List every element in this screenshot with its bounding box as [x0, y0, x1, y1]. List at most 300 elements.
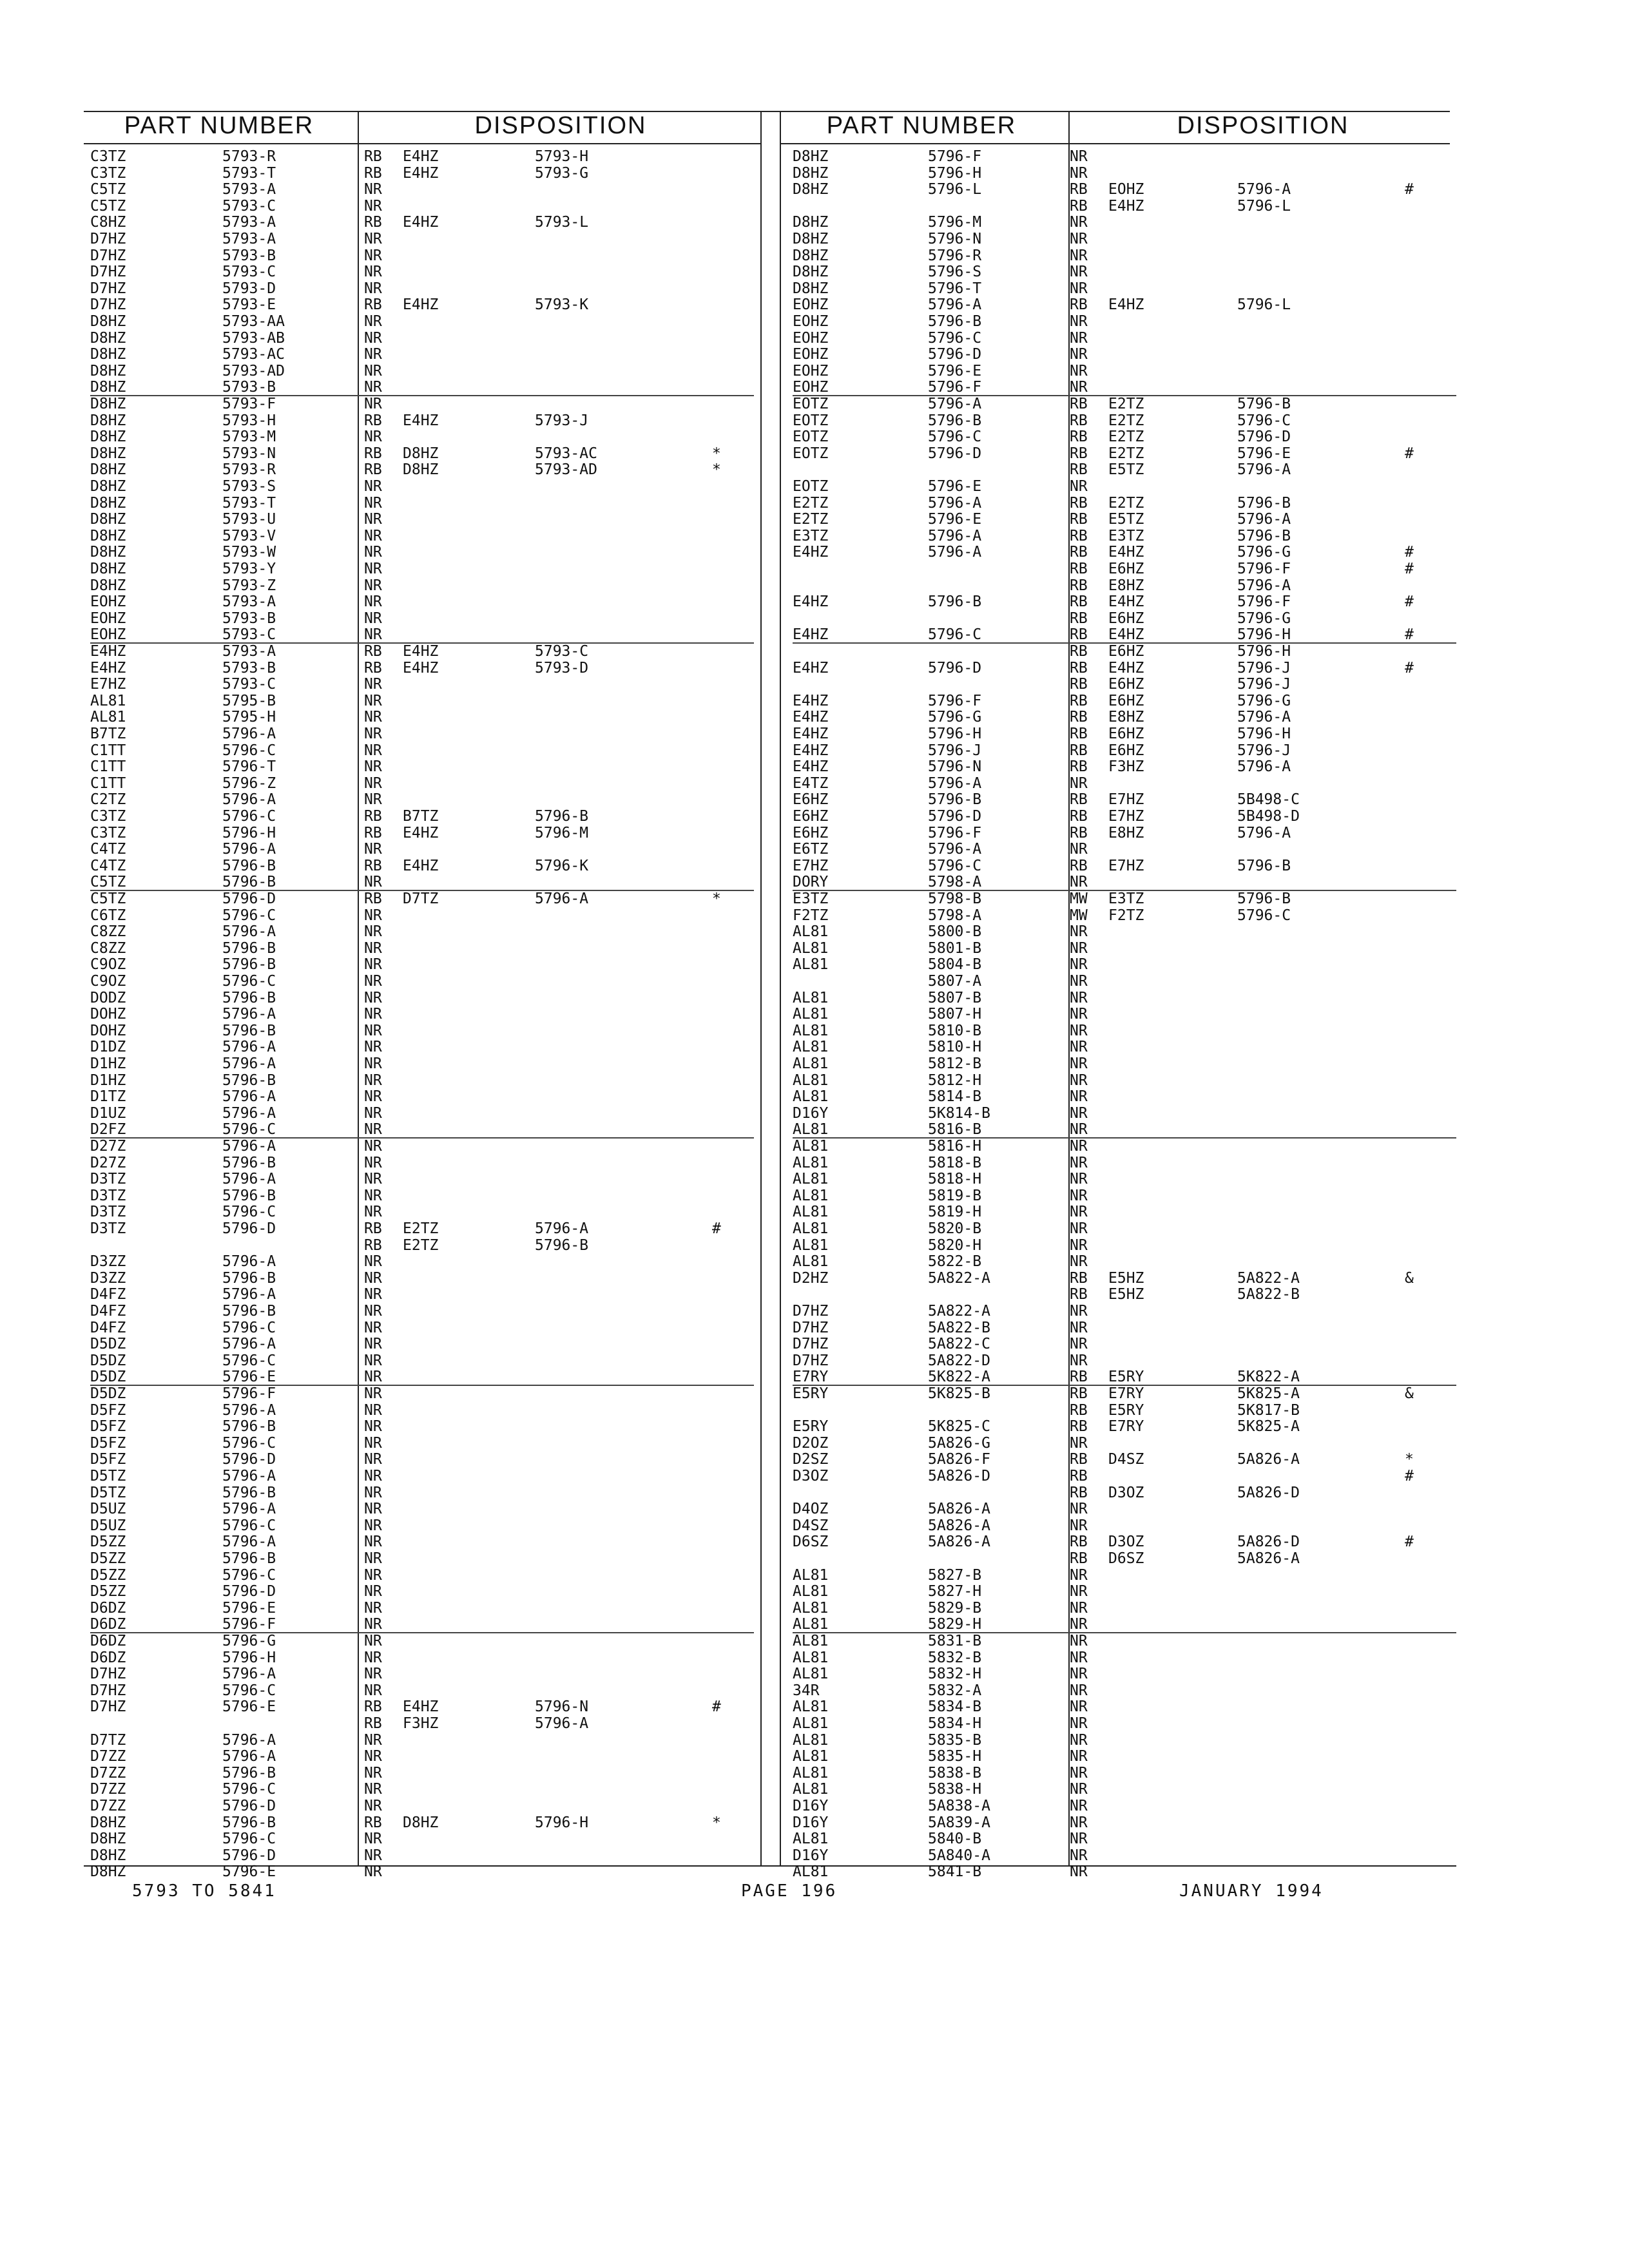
part-number: 5796-B	[222, 1269, 276, 1287]
part-number: 5822-B	[928, 1253, 982, 1271]
replacement-model: E5TZ	[1108, 511, 1144, 528]
disposition-code: RB	[364, 824, 382, 841]
part-number: 5834-B	[928, 1698, 982, 1716]
table-row	[90, 1847, 760, 1864]
disposition-code: NR	[364, 362, 382, 380]
replacement-model: E4HZ	[1108, 197, 1144, 215]
disposition-code: RB	[1070, 857, 1088, 874]
table-row	[90, 1270, 760, 1287]
table-row	[793, 1451, 1463, 1468]
disposition-code: RB	[1070, 544, 1088, 561]
replacement-part: 5796-G	[1237, 544, 1291, 561]
part-number: 5796-A	[222, 1533, 276, 1551]
model-code: D8HZ	[793, 280, 829, 297]
disposition-code: NR	[364, 1666, 382, 1683]
part-number: 5A826-A	[928, 1501, 990, 1518]
disposition-code: NR	[364, 181, 382, 198]
disposition-code: NR	[364, 577, 382, 594]
disposition-code: NR	[364, 280, 382, 297]
table-row	[793, 1418, 1463, 1435]
table-row	[793, 1385, 1463, 1402]
model-code: D5DZ	[90, 1352, 126, 1369]
table-row	[90, 1138, 760, 1155]
table-row	[793, 890, 1463, 907]
disposition-code: RB	[1070, 1533, 1088, 1551]
part-number: 5A822-A	[928, 1303, 990, 1320]
part-number: 5796-E	[928, 362, 982, 380]
model-code: D8HZ	[90, 1847, 126, 1864]
model-code: C5TZ	[90, 181, 126, 198]
disposition-code: NR	[1070, 1303, 1088, 1320]
disposition-code: NR	[1070, 1187, 1088, 1204]
part-number: 5796-A	[222, 1401, 276, 1419]
disposition-code: NR	[364, 1484, 382, 1501]
model-code: AL81	[793, 1616, 829, 1633]
right-disposition-header: DISPOSITION	[1177, 112, 1349, 139]
table-row	[793, 956, 1463, 973]
disposition-code: NR	[364, 1731, 382, 1749]
replacement-model: E6HZ	[1108, 643, 1144, 660]
table-row	[793, 379, 1463, 396]
disposition-code: NR	[364, 1649, 382, 1666]
disposition-code: NR	[364, 1682, 382, 1699]
disposition-code: NR	[364, 593, 382, 611]
disposition-code: NR	[364, 1303, 382, 1320]
disposition-code: NR	[364, 1847, 382, 1864]
model-code: AL81	[793, 1154, 829, 1171]
table-row	[793, 181, 1463, 198]
disposition-code: NR	[1070, 1831, 1088, 1848]
part-number: 5835-B	[928, 1731, 982, 1749]
model-code: D4OZ	[793, 1501, 829, 1518]
part-number: 5796-B	[222, 989, 276, 1006]
table-row	[793, 841, 1463, 858]
part-number: 5796-C	[222, 907, 276, 924]
table-row	[793, 709, 1463, 726]
note-mark: *	[712, 445, 721, 462]
disposition-code: RB	[1070, 742, 1088, 759]
replacement-part: 5796-L	[1237, 296, 1291, 314]
part-number: 5838-B	[928, 1764, 982, 1782]
part-number: 5793-B	[222, 610, 276, 627]
disposition-code: NR	[1070, 1352, 1088, 1369]
table-row	[90, 956, 760, 973]
part-number: 5793-AB	[222, 329, 285, 347]
table-row	[793, 1352, 1463, 1369]
part-number: 5796-B	[222, 1418, 276, 1436]
model-code: D16Y	[793, 1798, 829, 1814]
replacement-model: E6HZ	[1108, 676, 1144, 693]
disposition-code: NR	[364, 313, 382, 330]
note-mark: &	[1405, 1385, 1414, 1402]
table-row	[793, 346, 1463, 363]
table-row	[90, 330, 760, 347]
note-mark: #	[1405, 1468, 1414, 1485]
table-row	[90, 1352, 760, 1369]
table-row	[90, 593, 760, 610]
note-mark: #	[712, 1698, 721, 1716]
replacement-part: 5A826-A	[1237, 1451, 1300, 1468]
part-number: 5796-A	[222, 726, 276, 742]
table-row	[90, 1533, 760, 1550]
replacement-model: B7TZ	[403, 808, 439, 825]
disposition-code: NR	[1070, 329, 1088, 347]
table-row	[793, 1204, 1463, 1220]
disposition-code: RB	[1070, 643, 1088, 660]
table-row	[90, 1204, 760, 1220]
replacement-part: 5796-H	[1237, 626, 1291, 644]
part-number: 5834-H	[928, 1715, 982, 1732]
model-code: D5DZ	[90, 1385, 126, 1402]
disposition-code: NR	[1070, 1814, 1088, 1831]
part-number: 5796-B	[222, 1022, 276, 1039]
disposition-code: RB	[364, 412, 382, 429]
disposition-code: NR	[364, 544, 382, 561]
part-number: 5A826-G	[928, 1434, 990, 1452]
replacement-part: 5796-J	[1237, 659, 1291, 677]
note-mark: &	[1405, 1269, 1414, 1287]
replacement-part: 5793-D	[535, 659, 589, 677]
model-code: AL81	[793, 1253, 829, 1271]
disposition-code: RB	[364, 857, 382, 874]
table-row	[90, 412, 760, 429]
disposition-code: NR	[364, 1781, 382, 1798]
part-number: 5798-A	[928, 907, 982, 924]
model-code: D1UZ	[90, 1104, 126, 1122]
disposition-code: NR	[1070, 1253, 1088, 1271]
table-row	[90, 709, 760, 726]
disposition-code: NR	[364, 197, 382, 215]
part-number: 5796-F	[928, 148, 982, 165]
disposition-code: NR	[1070, 1154, 1088, 1171]
replacement-part: 5796-N	[535, 1698, 589, 1716]
part-number: 5796-C	[222, 742, 276, 759]
replacement-part: 5793-C	[535, 643, 589, 660]
replacement-part: 5796-H	[535, 1814, 589, 1831]
disposition-code: NR	[1070, 164, 1088, 182]
part-number: 5796-A	[222, 1138, 276, 1155]
part-number: 5796-B	[222, 1764, 276, 1782]
disposition-code: NR	[364, 1533, 382, 1551]
part-number: 5796-N	[928, 231, 982, 247]
table-row	[90, 825, 760, 841]
disposition-code: NR	[1070, 247, 1088, 264]
replacement-model: E6HZ	[1108, 726, 1144, 742]
disposition-code: RB	[1070, 758, 1088, 776]
part-number: 5796-B	[222, 1303, 276, 1320]
part-number: 5793-R	[222, 148, 276, 165]
disposition-code: RB	[1070, 610, 1088, 627]
disposition-code: NR	[364, 1401, 382, 1419]
part-number: 5796-H	[222, 1649, 276, 1666]
table-row	[90, 1155, 760, 1171]
replacement-model: E7HZ	[1108, 791, 1144, 809]
disposition-code: NR	[364, 247, 382, 264]
part-number: 5796-M	[928, 214, 982, 231]
table-row	[793, 693, 1463, 709]
model-code: D2HZ	[793, 1269, 829, 1287]
part-number: 5796-H	[222, 824, 276, 841]
replacement-model: E4HZ	[403, 643, 439, 660]
part-number: 5A822-B	[928, 1319, 990, 1336]
table-row	[90, 1303, 760, 1320]
disposition-code: RB	[1070, 1269, 1088, 1287]
model-code: D5UZ	[90, 1517, 126, 1534]
part-number: 5A822-A	[928, 1269, 990, 1287]
table-row	[90, 1798, 760, 1814]
disposition-code: NR	[364, 758, 382, 776]
note-mark: #	[1405, 561, 1414, 577]
table-row	[90, 1039, 760, 1055]
part-number: 5793-C	[222, 197, 276, 215]
model-code: AL81	[90, 692, 126, 709]
model-code: AL81	[793, 1039, 829, 1056]
model-code: AL81	[793, 1649, 829, 1666]
disposition-code: NR	[364, 1418, 382, 1436]
model-code: C2TZ	[90, 791, 126, 809]
part-number: 5796-F	[222, 1616, 276, 1633]
left-header-rule	[84, 143, 760, 144]
model-code: E4TZ	[793, 774, 829, 792]
disposition-code: RB	[364, 445, 382, 462]
disposition-code: RB	[364, 296, 382, 314]
table-row	[793, 544, 1463, 561]
table-row	[90, 511, 760, 528]
table-row	[90, 445, 760, 462]
disposition-code: NR	[364, 1583, 382, 1600]
model-code: EOTZ	[793, 396, 829, 412]
model-code: AL81	[793, 1831, 829, 1848]
disposition-code: NR	[364, 1319, 382, 1336]
part-number: 5796-D	[928, 659, 982, 677]
part-number: 5820-B	[928, 1220, 982, 1237]
part-number: 5A822-C	[928, 1336, 990, 1353]
table-row	[90, 231, 760, 247]
part-number: 5796-B	[222, 1550, 276, 1567]
disposition-code: NR	[364, 841, 382, 858]
model-code: AL81	[793, 1220, 829, 1237]
replacement-model: E2TZ	[1108, 445, 1144, 462]
table-row	[793, 296, 1463, 313]
replacement-part: 5796-A	[535, 1220, 589, 1237]
part-number: 5793-A	[222, 231, 276, 247]
part-number: 5796-A	[928, 544, 982, 561]
table-row	[793, 1616, 1463, 1633]
disposition-code: NR	[1070, 973, 1088, 990]
model-code: D5DZ	[90, 1336, 126, 1353]
table-row	[90, 1567, 760, 1584]
model-code: D7HZ	[793, 1336, 829, 1353]
model-code: C4TZ	[90, 857, 126, 874]
disposition-code: NR	[364, 478, 382, 495]
disposition-code: NR	[364, 1352, 382, 1369]
model-code: E2TZ	[793, 511, 829, 528]
table-row	[90, 280, 760, 297]
part-number: 5793-M	[222, 428, 276, 446]
disposition-code: NR	[364, 610, 382, 627]
part-number: 5796-C	[222, 1566, 276, 1584]
part-number: 5804-B	[928, 956, 982, 974]
part-number: 5796-A	[222, 1468, 276, 1485]
disposition-code: NR	[364, 742, 382, 759]
model-code: D3TZ	[90, 1220, 126, 1237]
table-row	[90, 1369, 760, 1385]
table-row	[793, 1187, 1463, 1204]
replacement-part: 5796-A	[1237, 758, 1291, 776]
part-number: 5793-E	[222, 296, 276, 314]
part-number: 5796-B	[222, 1187, 276, 1204]
disposition-code: RB	[1070, 791, 1088, 809]
table-row	[793, 1633, 1463, 1649]
disposition-code: NR	[364, 1286, 382, 1303]
table-row	[793, 1023, 1463, 1039]
table-row	[90, 214, 760, 231]
table-row	[90, 1286, 760, 1303]
part-number: 5796-C	[222, 1121, 276, 1139]
table-row	[793, 1253, 1463, 1270]
table-row	[793, 1501, 1463, 1517]
table-row	[793, 610, 1463, 627]
table-row	[90, 478, 760, 495]
model-code: E4HZ	[793, 709, 829, 726]
model-code: AL81	[793, 1731, 829, 1749]
model-code: D6DZ	[90, 1616, 126, 1633]
model-code: C1TT	[90, 742, 126, 759]
model-code: D16Y	[793, 1814, 829, 1831]
replacement-model: E4HZ	[1108, 626, 1144, 644]
disposition-code: NR	[1070, 1434, 1088, 1452]
table-row	[90, 1220, 760, 1237]
model-code: D8HZ	[90, 478, 126, 495]
table-row	[793, 495, 1463, 512]
disposition-code: NR	[364, 973, 382, 990]
disposition-code: NR	[1070, 1204, 1088, 1221]
model-code: D1DZ	[90, 1039, 126, 1056]
model-code: D8HZ	[90, 445, 126, 462]
table-row	[90, 461, 760, 478]
part-number: 5A839-A	[928, 1814, 990, 1831]
disposition-code: NR	[364, 1055, 382, 1072]
table-row	[90, 1451, 760, 1468]
model-code: D5ZZ	[90, 1533, 126, 1551]
table-row	[90, 1600, 760, 1617]
replacement-part: 5796-C	[1237, 907, 1291, 924]
replacement-part: 5796-A	[1237, 461, 1291, 479]
table-row	[90, 1831, 760, 1847]
footer-page: PAGE 196	[741, 1881, 838, 1901]
part-number: 5796-C	[928, 626, 982, 644]
part-number: 5796-A	[222, 791, 276, 809]
disposition-code: NR	[1070, 313, 1088, 330]
top-rule	[84, 111, 1450, 112]
disposition-code: NR	[364, 939, 382, 957]
model-code: C8ZZ	[90, 939, 126, 957]
model-code: D7TZ	[90, 1731, 126, 1749]
part-number: 5796-A	[222, 1253, 276, 1271]
disposition-code: RB	[1070, 494, 1088, 512]
model-code: C8HZ	[90, 214, 126, 231]
disposition-code: RB	[1070, 676, 1088, 693]
model-code: D4FZ	[90, 1286, 126, 1303]
part-number: 5K814-B	[928, 1104, 990, 1122]
table-row	[90, 346, 760, 363]
model-code: E6TZ	[793, 841, 829, 858]
table-row	[793, 428, 1463, 445]
part-number: 5A826-D	[928, 1468, 990, 1485]
disposition-code: RB	[364, 890, 382, 907]
model-code: D8HZ	[90, 544, 126, 561]
table-row	[90, 1748, 760, 1765]
model-code: D8HZ	[793, 164, 829, 182]
part-number: 5816-B	[928, 1121, 982, 1139]
model-code: D5TZ	[90, 1468, 126, 1485]
table-row	[90, 660, 760, 677]
disposition-code: NR	[1070, 379, 1088, 396]
replacement-model: E3TZ	[1108, 890, 1144, 907]
note-mark: #	[1405, 626, 1414, 644]
part-number: 5796-B	[222, 874, 276, 891]
part-number: 5796-E	[222, 1369, 276, 1386]
model-code: C8ZZ	[90, 923, 126, 941]
table-row	[793, 1550, 1463, 1567]
table-row	[90, 198, 760, 215]
model-code: D8HZ	[90, 577, 126, 594]
part-number: 5796-B	[222, 1814, 276, 1831]
disposition-code: RB	[1070, 527, 1088, 544]
table-row	[793, 264, 1463, 280]
replacement-part: 5796-A	[535, 1715, 589, 1732]
model-code: D3OZ	[793, 1468, 829, 1485]
table-row	[793, 1088, 1463, 1105]
note-mark: *	[1405, 1451, 1414, 1468]
disposition-code: RB	[364, 1814, 382, 1831]
part-number: 5796-F	[222, 1385, 276, 1402]
part-number: 5793-C	[222, 264, 276, 281]
replacement-model: EOHZ	[1108, 181, 1144, 198]
model-code: D7ZZ	[90, 1748, 126, 1765]
model-code: D27Z	[90, 1138, 126, 1155]
part-number: 5796-D	[222, 1451, 276, 1468]
model-code: D7ZZ	[90, 1764, 126, 1782]
model-code: AL81	[793, 1055, 829, 1072]
model-code: C3TZ	[90, 824, 126, 841]
model-code: B7TZ	[90, 726, 126, 742]
model-code: D7HZ	[90, 296, 126, 314]
disposition-code: NR	[1070, 1748, 1088, 1765]
replacement-part: 5796-B	[535, 808, 589, 825]
disposition-code: RB	[364, 808, 382, 825]
replacement-model: D3OZ	[1108, 1533, 1144, 1551]
replacement-part: 5796-A	[1237, 577, 1291, 594]
part-number: 5796-B	[222, 1072, 276, 1089]
part-number: 5798-A	[928, 874, 982, 891]
model-code: E4HZ	[793, 758, 829, 776]
disposition-code: RB	[1070, 659, 1088, 677]
disposition-code: NR	[1070, 1633, 1088, 1649]
disposition-code: NR	[1070, 1649, 1088, 1666]
table-row	[90, 247, 760, 264]
part-number: 5793-Y	[222, 561, 276, 577]
table-row	[793, 1517, 1463, 1534]
replacement-part: 5796-B	[535, 1236, 589, 1254]
model-code: D8HZ	[90, 527, 126, 544]
disposition-code: NR	[364, 1022, 382, 1039]
part-number: 5K825-B	[928, 1385, 990, 1402]
table-row	[90, 1649, 760, 1666]
disposition-code: NR	[364, 1171, 382, 1188]
part-number: 5793-AA	[222, 313, 285, 330]
table-row	[90, 1435, 760, 1452]
